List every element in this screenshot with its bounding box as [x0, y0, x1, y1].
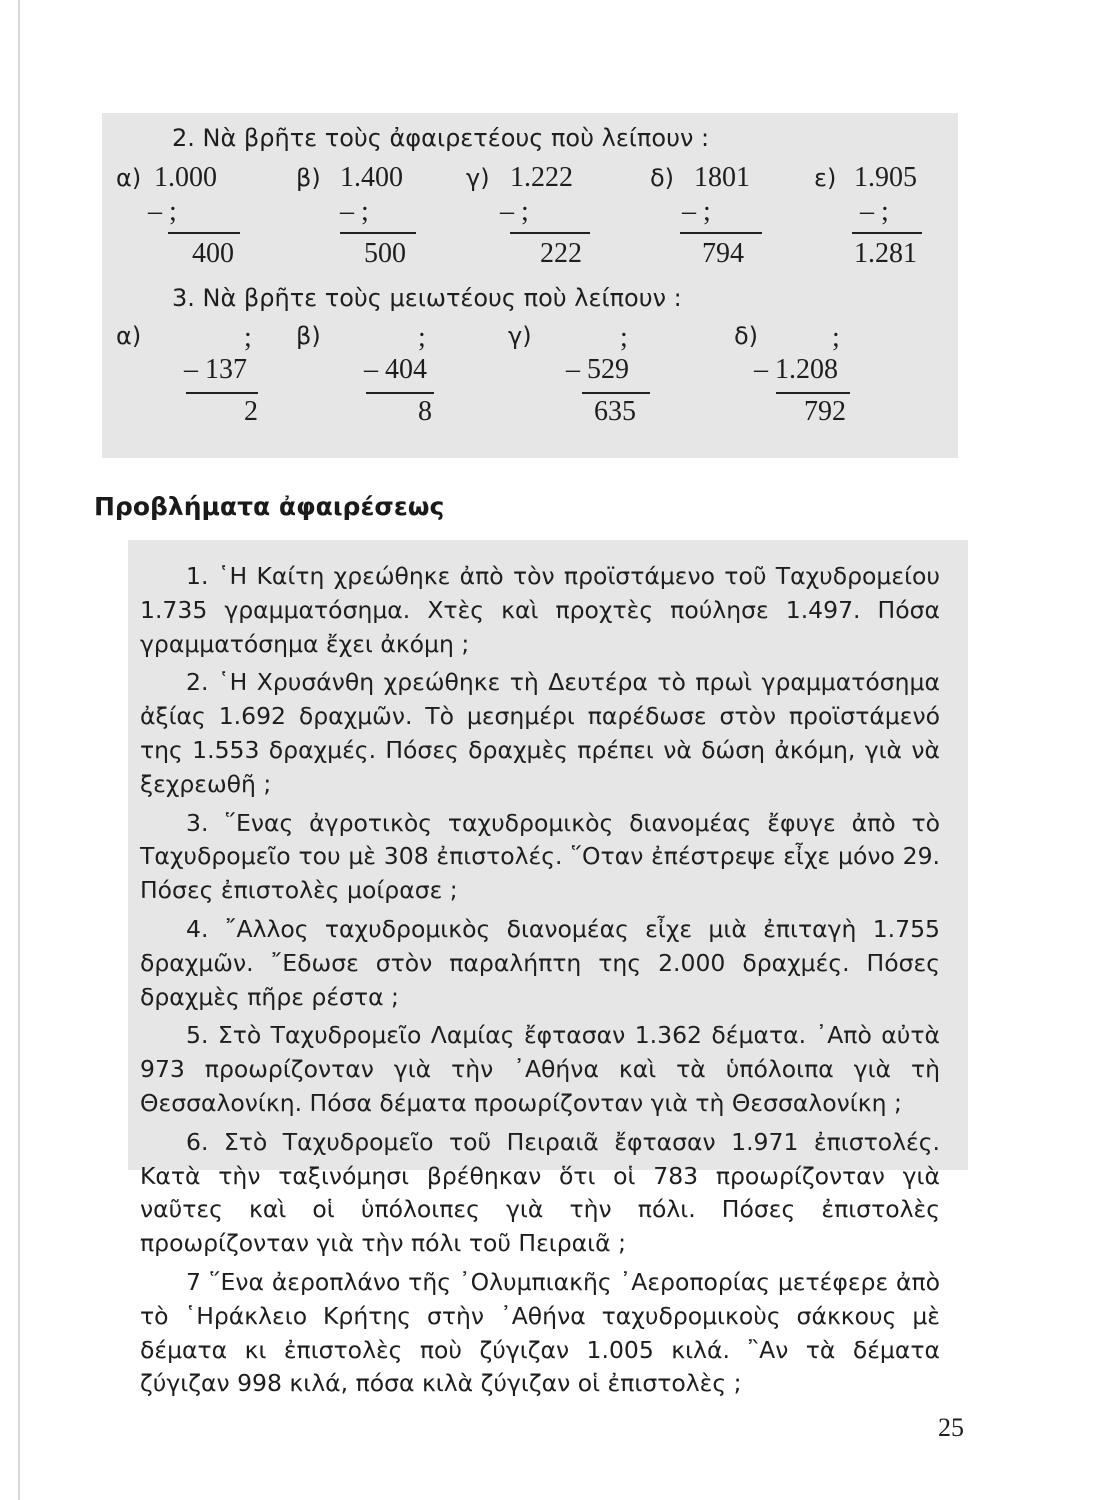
problems-list	[140, 560, 940, 1406]
sum-line	[168, 232, 240, 234]
problem-7: 7 ῞Ενα ἀεροπλάνο τῆς ᾿Ολυμπιακῆς ᾿Αεροπορίας μετέφερε ἀπὸ τὸ ῾Ηράκλειο Κρήτης στὴν ᾿Αθήνα ταχυδρομικοὺς σάκκους μὲ δέματα κι ἐπιστολὲς ποὺ ζύγιζαν 1.005 κιλά. ῍Αν τὰ δέματα ζύγιζαν 998 κιλά, πόσα κιλὰ ζύγιζαν οἱ ἐπιστολὲς ;	[140, 1267, 940, 1398]
item-subtrahend: – 529	[566, 354, 629, 385]
item-minuend: ;	[620, 322, 628, 353]
item-label: δ)	[650, 164, 675, 192]
item-minuend: ;	[418, 322, 426, 353]
item-difference: 8	[418, 396, 432, 427]
item-label: δ)	[734, 322, 759, 350]
sum-line	[680, 232, 762, 234]
page-binding-edge	[18, 0, 20, 1500]
problem-6: 6. Στὸ Ταχυδρομεῖο τοῦ Πειραιᾶ ἔφτασαν 1.971 ἐπιστολές. Κατὰ τὴν ταξινόμησι βρέθηκαν ὅτι οἱ 783 προωρίζονταν γιὰ ναῦτες καὶ οἱ ὑπόλοιπες γιὰ τὴν πόλι. Πόσες ἐπιστολὲς προωρίζονταν γιὰ τὴν πόλι τοῦ Πειραιᾶ ;	[140, 1127, 940, 1258]
item-label: ε)	[814, 164, 837, 192]
item-subtrahend: – ;	[148, 196, 177, 227]
item-subtrahend: – 137	[184, 354, 247, 385]
problem-1: 1. ῾Η Καίτη χρεώθηκε ἀπὸ τὸν προϊστάμενο τοῦ Ταχυδρομείου 1.735 γραμματόσημα. Χτὲς καὶ προχτὲς πούλησε 1.497. Πόσα γραμματόσημα ἔχει ἀκόμη ;	[140, 562, 940, 658]
problem-4: 4. ῎Αλλος ταχυδρομικὸς διανομέας εἶχε μιὰ ἐπιταγὴ 1.755 δραχμῶν. ῎Εδωσε στὸν παραλήπτη της 2.000 δραχμές. Πόσες δραχμὲς πῆρε ρέστα ;	[140, 914, 940, 1011]
item-subtrahend: – 1.208	[754, 354, 838, 385]
item-minuend: 1.400	[340, 162, 403, 193]
item-subtrahend: – ;	[340, 196, 369, 227]
sum-line	[852, 232, 922, 234]
sum-line	[776, 392, 850, 394]
item-minuend: ;	[832, 322, 840, 353]
item-difference: 792	[804, 396, 846, 427]
item-difference: 635	[594, 396, 636, 427]
item-difference: 222	[540, 238, 582, 269]
sum-line	[340, 232, 416, 234]
problem-2: 2. ῾Η Χρυσάνθη χρεώθηκε τὴ Δευτέρα τὸ πρωὶ γραμματόσημα ἀξίας 1.692 δραχμῶν. Τὸ μεσημέρι παρέδωσε στὸν προϊστάμενό της 1.553 δραχμές. Πόσες δραχμὲς πρέπει νὰ δώση ἀκόμη, γιὰ νὰ ξεχρεωθῆ ;	[140, 668, 940, 798]
item-minuend: 1801	[694, 162, 750, 193]
item-difference: 1.281	[854, 238, 917, 269]
sum-line	[510, 232, 590, 234]
item-difference: 500	[364, 238, 406, 269]
item-minuend: 1.000	[154, 162, 217, 193]
item-label: β)	[296, 322, 321, 350]
problem-5: 5. Στὸ Ταχυδρομεῖο Λαμίας ἔφτασαν 1.362 δέματα. ᾿Απὸ αὐτὰ 973 προωρίζονταν γιὰ τὴν ᾿Αθήνα καὶ τὰ ὑπόλοιπα γιὰ τὴ Θεσσαλονίκη. Πόσα δέματα προωρίζονταν γιὰ τὴ Θεσσαλονίκη ;	[140, 1021, 940, 1117]
item-minuend: 1.905	[854, 162, 917, 193]
problem-3: 3. ῞Ενας ἀγροτικὸς ταχυδρομικὸς διανομέας ἔφυγε ἀπὸ τὸ Ταχυδρομεῖο του μὲ 308 ἐπιστολές. ῞Οταν ἐπέστρεψε εἶχε μόνο 29. Πόσες ἐπιστολὲς μοίρασε ;	[140, 808, 940, 905]
item-label: γ)	[466, 164, 490, 192]
item-subtrahend: – ;	[682, 196, 711, 227]
item-label: α)	[116, 164, 142, 192]
sum-line	[366, 392, 434, 394]
sum-line	[186, 392, 258, 394]
item-minuend: 1.222	[510, 162, 573, 193]
item-subtrahend: – ;	[860, 196, 889, 227]
item-label: β)	[296, 164, 321, 192]
exercise-2-heading: 2. Νὰ βρῆτε τοὺς ἀφαιρετέους ποὺ λείπουν :	[172, 124, 710, 152]
section-title: Προβλήματα ἀφαιρέσεως	[94, 492, 445, 521]
sum-line	[582, 392, 650, 394]
item-difference: 2	[244, 396, 258, 427]
item-minuend: ;	[244, 322, 252, 353]
page-number: 25	[938, 1413, 964, 1442]
item-label: α)	[116, 322, 142, 350]
item-label: γ)	[508, 322, 532, 350]
exercise-3-heading: 3. Νὰ βρῆτε τοὺς μειωτέους ποὺ λείπουν :	[172, 284, 682, 312]
item-subtrahend: – 404	[364, 354, 427, 385]
item-difference: 794	[702, 238, 744, 269]
item-difference: 400	[192, 238, 234, 269]
item-subtrahend: – ;	[500, 196, 529, 227]
